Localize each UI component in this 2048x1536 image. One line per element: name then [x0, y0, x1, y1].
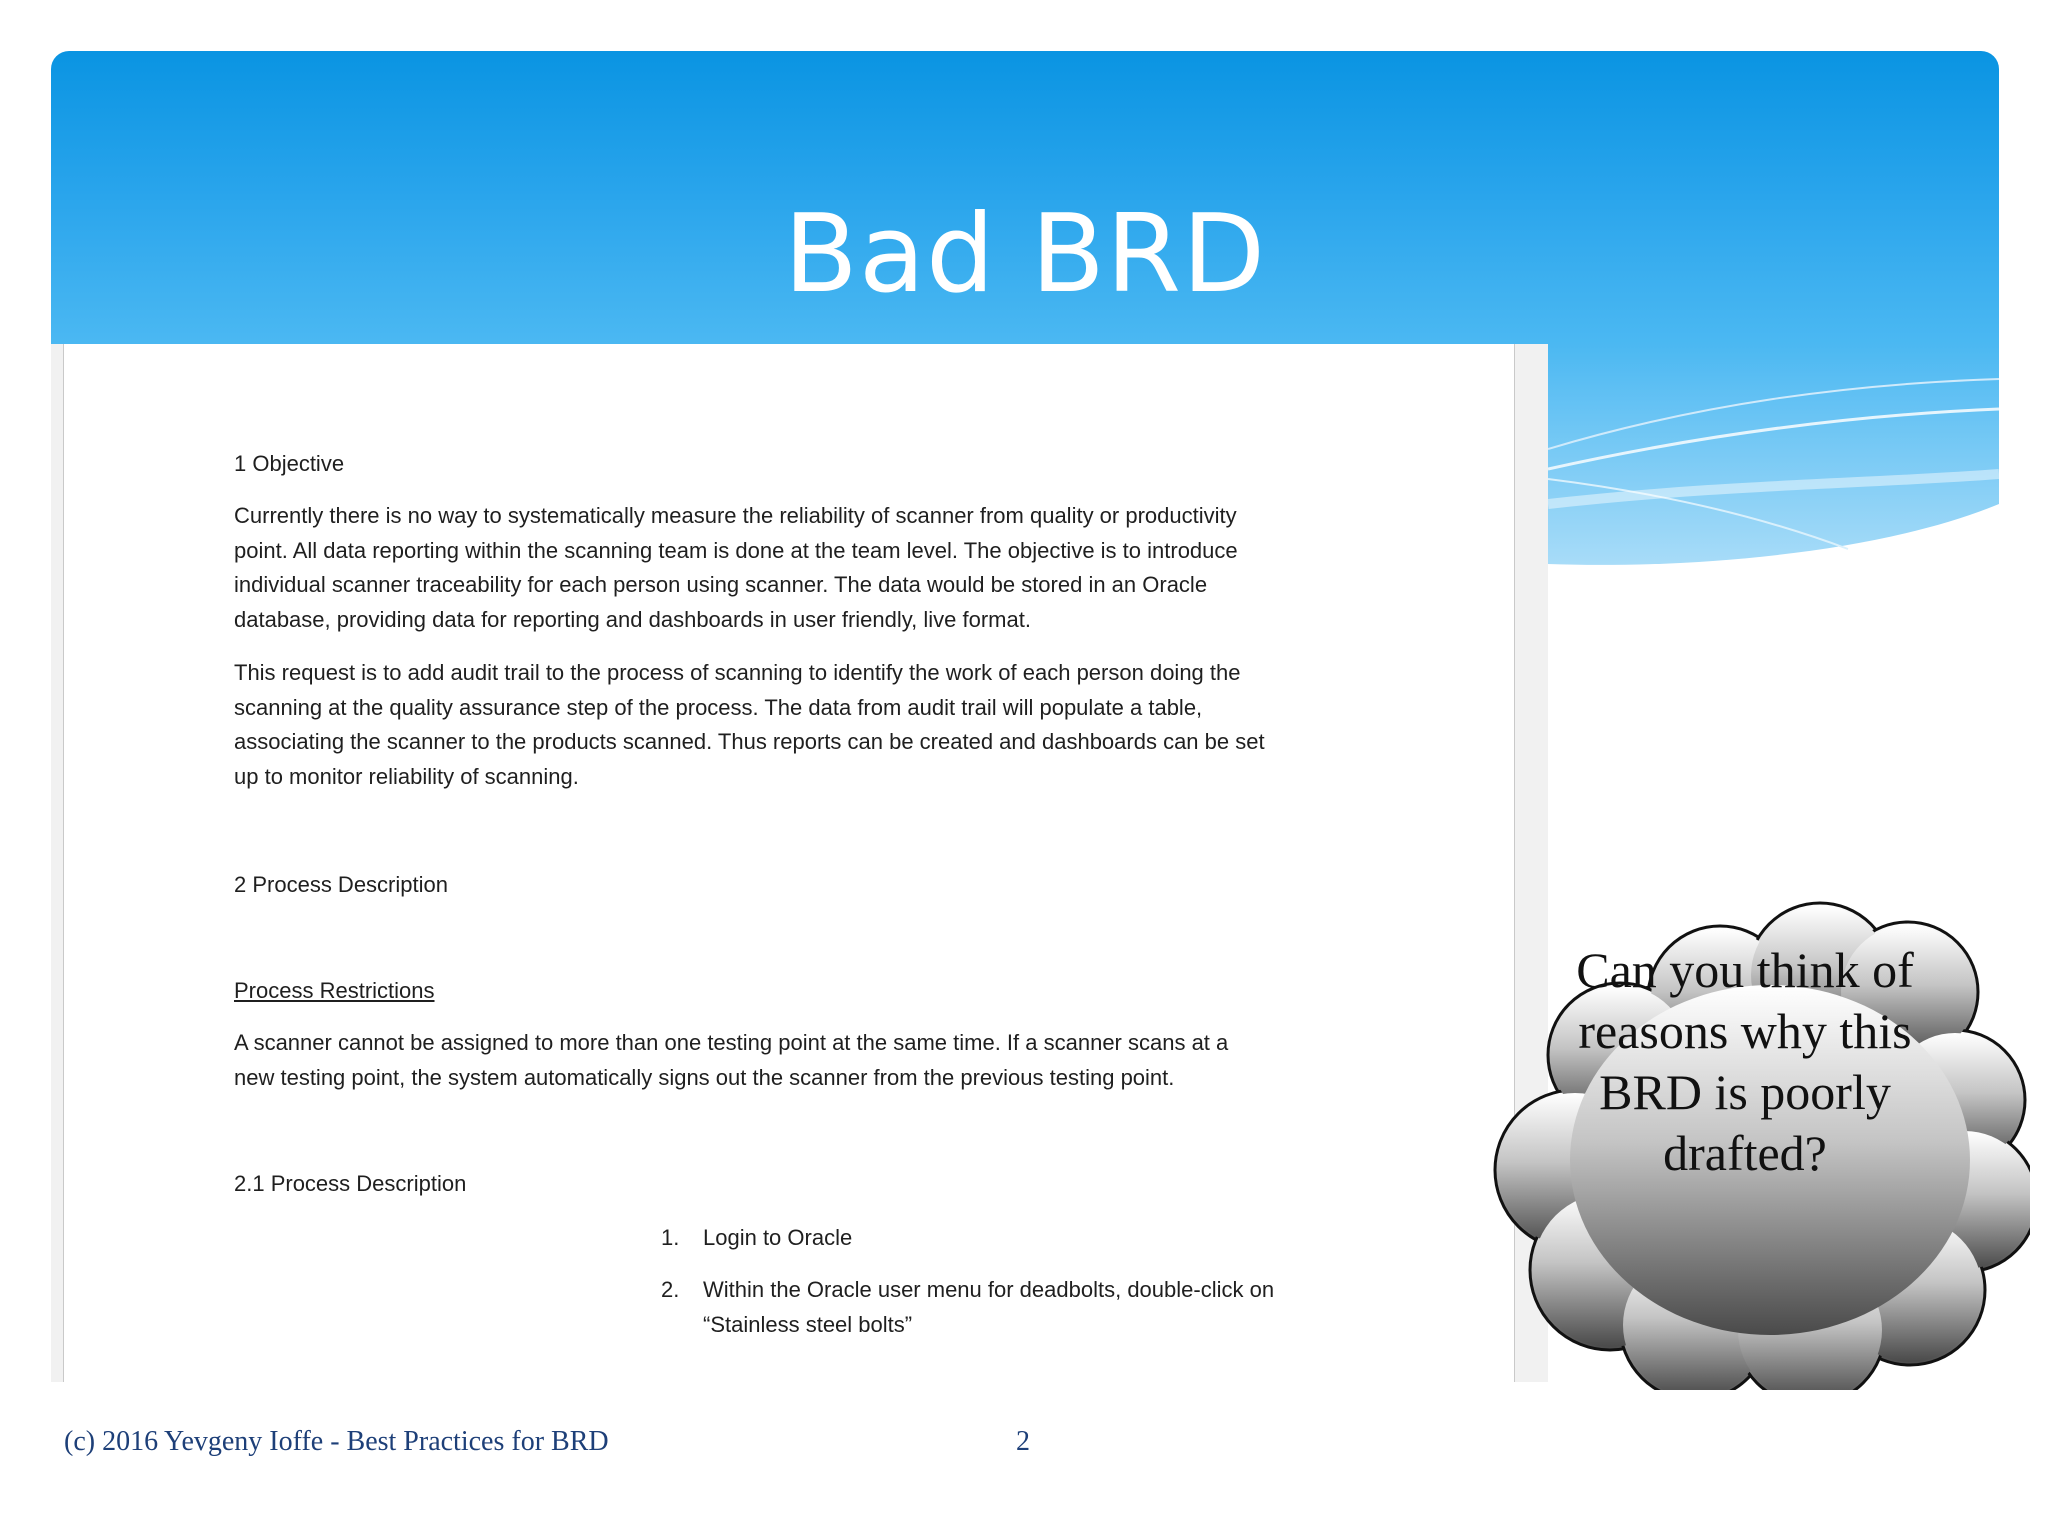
title-banner: [51, 51, 1999, 344]
text-line: associating the scanner to the products scanned. Thus reports can be created and dashboards can be set: [234, 729, 1265, 754]
objective-paragraph-2: [234, 656, 1359, 794]
heading-process-description-2-1: 2.1 Process Description: [234, 1171, 467, 1196]
text-line: point. All data reporting within the scanning team is done at the team level. The objective is to introduce: [234, 537, 1238, 563]
objective-paragraph-1: [234, 499, 1359, 637]
text-line: Within the Oracle user menu for deadbolts, double-click on: [703, 1277, 1275, 1302]
text-line: database, providing data for reporting and dashboards in user friendly, live format.: [234, 606, 1031, 632]
heading-process-restrictions: Process Restrictions: [234, 978, 435, 1003]
decorative-waves: [1548, 344, 1999, 574]
page-number: 2: [1016, 1426, 1030, 1457]
list-number: 2.: [661, 1277, 680, 1302]
list-text: [703, 1221, 1383, 1256]
heading-process-description: 2 Process Description: [234, 872, 448, 897]
slide-title: Bad BRD: [783, 192, 1267, 317]
text-line: “Stainless steel bolts”: [703, 1311, 913, 1337]
text-line: This request is to add audit trail to the process of scanning to identify the work of each person doing the: [234, 660, 1241, 685]
text-line: up to monitor reliability of scanning.: [234, 763, 579, 789]
text-line: Currently there is no way to systematically measure the reliability of scanner from quality or productivity: [234, 503, 1237, 528]
text-line: individual scanner traceability for each person using scanner. The data would be stored in an Oracle: [234, 572, 1208, 597]
text-line: A scanner cannot be assigned to more than one testing point at the same time. If a scanner scans at a: [234, 1030, 1229, 1055]
heading-objective: 1 Objective: [234, 451, 345, 476]
text-line: scanning at the quality assurance step of the process. The data from audit trail will populate a table,: [234, 694, 1203, 720]
footer-copyright: (c) 2016 Yevgeny Ioffe - Best Practices for BRD: [64, 1426, 609, 1457]
text-line: Login to Oracle: [703, 1225, 853, 1250]
document-page: [63, 344, 1515, 1382]
restrictions-paragraph: [234, 1026, 1359, 1095]
list-number: 1.: [661, 1225, 680, 1250]
text-line: new testing point, the system automatically signs out the scanner from the previous testing point.: [234, 1064, 1175, 1090]
list-text: [703, 1273, 1383, 1342]
callout-question: Can you think of reasons why this BRD is poorly drafted?: [1576, 942, 1914, 1181]
document-viewer[interactable]: [51, 344, 1548, 1382]
